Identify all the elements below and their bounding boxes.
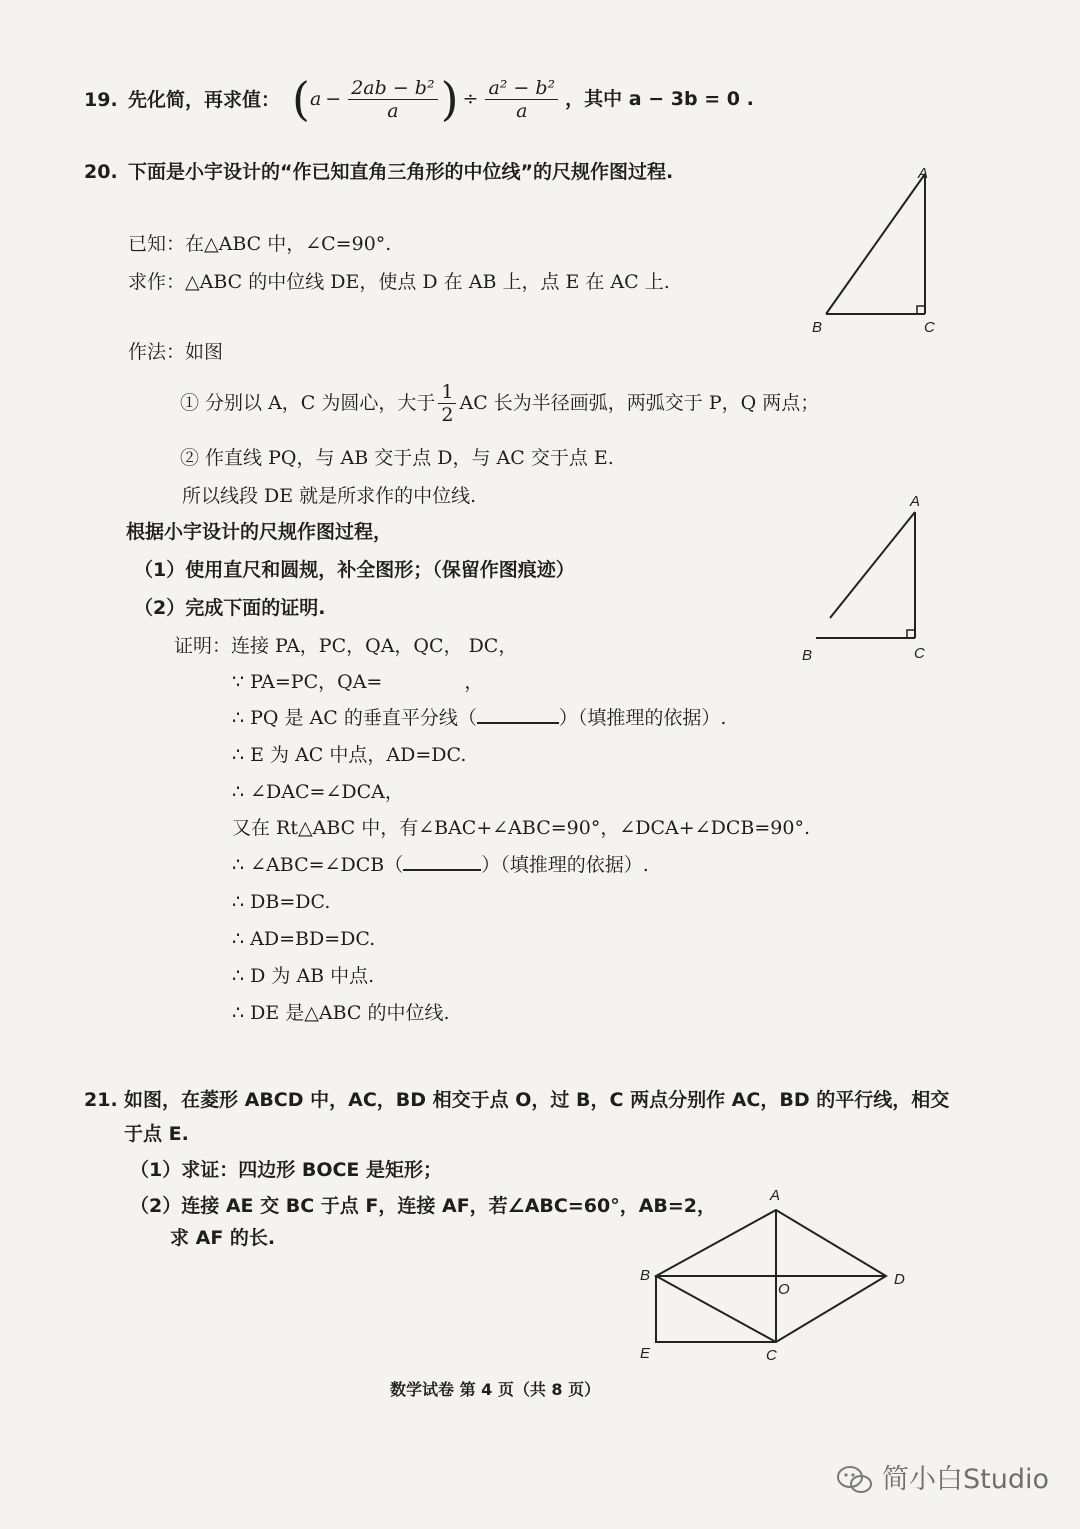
fig1-label-c: C [924, 319, 935, 336]
proof-line-8: ∴ DB=DC. [232, 891, 331, 913]
q19-minus: − [325, 88, 342, 110]
q20-conclusion: 所以线段 DE 就是所求作的中位线. [182, 485, 477, 507]
q19-fraction-2-numerator: a² − b² [485, 77, 558, 100]
q21-rhombus-figure [636, 1182, 926, 1372]
fig1-label-a: A [918, 165, 929, 182]
proof-line-3-hint: ）（填推理的依据）. [558, 707, 727, 729]
proof-line-11: ∴ DE 是△ABC 的中位线. [232, 1002, 450, 1024]
q20-step-1 [180, 378, 819, 428]
proof-line-7-text: ∴ ∠ABC=∠DCB（ [232, 854, 404, 876]
q20-step-1-half-numerator: 1 [438, 381, 456, 404]
q20-step-1-half [438, 381, 456, 426]
fig2-side-ab [830, 512, 915, 618]
q20-part-2: （2）完成下面的证明. [134, 597, 326, 619]
q19-fraction-1-denominator: a [387, 99, 399, 122]
fig3-label-b: B [640, 1267, 651, 1284]
q20-step-2: ② 作直线 PQ，与 AB 交于点 D，与 AC 交于点 E. [180, 447, 614, 469]
fig2-right-angle-mark [907, 630, 915, 638]
q20-triangle-figure-2 [790, 490, 940, 670]
proof-line-6: 又在 Rt△ABC 中，有∠BAC+∠ABC=90°，∠DCA+∠DCB=90°. [232, 817, 810, 839]
q19-fraction-1-numerator: 2ab − b² [348, 77, 437, 100]
proof-line-5: ∴ ∠DAC=∠DCA， [232, 781, 404, 803]
wechat-icon [836, 1464, 876, 1496]
proof-line-7 [232, 853, 649, 877]
fig3-label-o: O [778, 1281, 790, 1298]
fig2-label-b: B [802, 647, 813, 664]
q20-part-1: （1）使用直尺和圆规，补全图形；（保留作图痕迹） [134, 559, 575, 581]
q19-number: 19. [84, 89, 118, 111]
q19-fraction-1 [348, 77, 437, 122]
q21-number: 21. [84, 1089, 118, 1111]
q19-divide: ÷ [462, 88, 479, 110]
proof-blank-2[interactable] [403, 853, 481, 871]
q19-prompt: 先化简，再求值： [128, 89, 281, 111]
proof-line-2 [232, 670, 483, 694]
proof-line-3-text: ∴ PQ 是 AC 的垂直平分线（ [232, 707, 477, 729]
q19-fraction-2-denominator: a [516, 99, 528, 122]
q20-step-1-b: AC 长为半径画弧，两弧交于 P，Q 两点； [459, 392, 820, 414]
q20-triangle-figure-1 [800, 160, 960, 340]
proof-line-2-comma: ， [464, 671, 484, 693]
proof-line-1: 证明：连接 PA，PC，QA，QC， DC， [174, 635, 518, 657]
page-footer: 数学试卷 第 4 页（共 8 页） [390, 1380, 601, 1399]
q20-step-1-a: ① 分别以 A，C 为圆心，大于 [180, 392, 436, 414]
q21-part-2a: （2）连接 AE 交 BC 于点 F，连接 AF，若∠ABC=60°，AB=2， [130, 1195, 717, 1217]
q20-task: 求作：△ABC 的中位线 DE，使点 D 在 AB 上，点 E 在 AC 上. [128, 271, 670, 293]
q19-var-a: a [309, 88, 322, 110]
q20-given: 已知：在△ABC 中，∠C=90°. [128, 233, 392, 255]
fig2-label-c: C [914, 645, 925, 662]
q20-method: 作法：如图 [128, 341, 224, 363]
fig3-label-a: A [770, 1187, 781, 1204]
proof-line-7-hint: ）（填推理的依据）. [481, 854, 649, 876]
proof-line-3 [232, 706, 726, 730]
q21-line-2: 于点 E. [124, 1123, 189, 1145]
q19-fraction-2 [485, 77, 558, 122]
proof-line-2-text: ∵ PA=PC，QA= [232, 671, 383, 693]
fig1-label-b: B [812, 319, 823, 336]
q20-according: 根据小宇设计的尺规作图过程， [126, 521, 393, 543]
fig3-label-e: E [640, 1345, 651, 1362]
q20-step-1-half-denominator: 2 [441, 403, 454, 426]
fig2-label-a: A [910, 493, 921, 510]
proof-line-4: ∴ E 为 AC 中点，AD=DC. [232, 744, 467, 766]
q20-number: 20. [84, 161, 118, 183]
fig1-side-ab [826, 174, 925, 314]
watermark-text: 简小白Studio [882, 1464, 1049, 1495]
fig1-right-angle-mark [917, 306, 925, 314]
proof-blank-1[interactable] [477, 706, 559, 724]
fig3-label-c: C [766, 1347, 777, 1364]
q19-expression: ( a − $\frac{\text{2ab − b²}}{a}$ ) ÷ $\frac{\text{a² − b²}}{a}$ ，其中 a − 3b = 0 . [292, 72, 754, 126]
q20-intro: 下面是小宇设计的“作已知直角三角形的中位线”的尺规作图过程. [128, 161, 674, 183]
q21-part-2b: 求 AF 的长. [170, 1227, 276, 1249]
proof-line-10: ∴ D 为 AB 中点. [232, 965, 375, 987]
q21-line-1: 如图，在菱形 ABCD 中，AC，BD 相交于点 O，过 B，C 两点分别作 AC，BD 的平行线，相交 [124, 1089, 950, 1111]
proof-line-9: ∴ AD=BD=DC. [232, 928, 376, 950]
q19-condition: ，其中 a − 3b = 0 . [565, 88, 754, 110]
fig3-label-d: D [894, 1271, 905, 1288]
q21-part-1: （1）求证：四边形 BOCE 是矩形； [130, 1159, 443, 1181]
